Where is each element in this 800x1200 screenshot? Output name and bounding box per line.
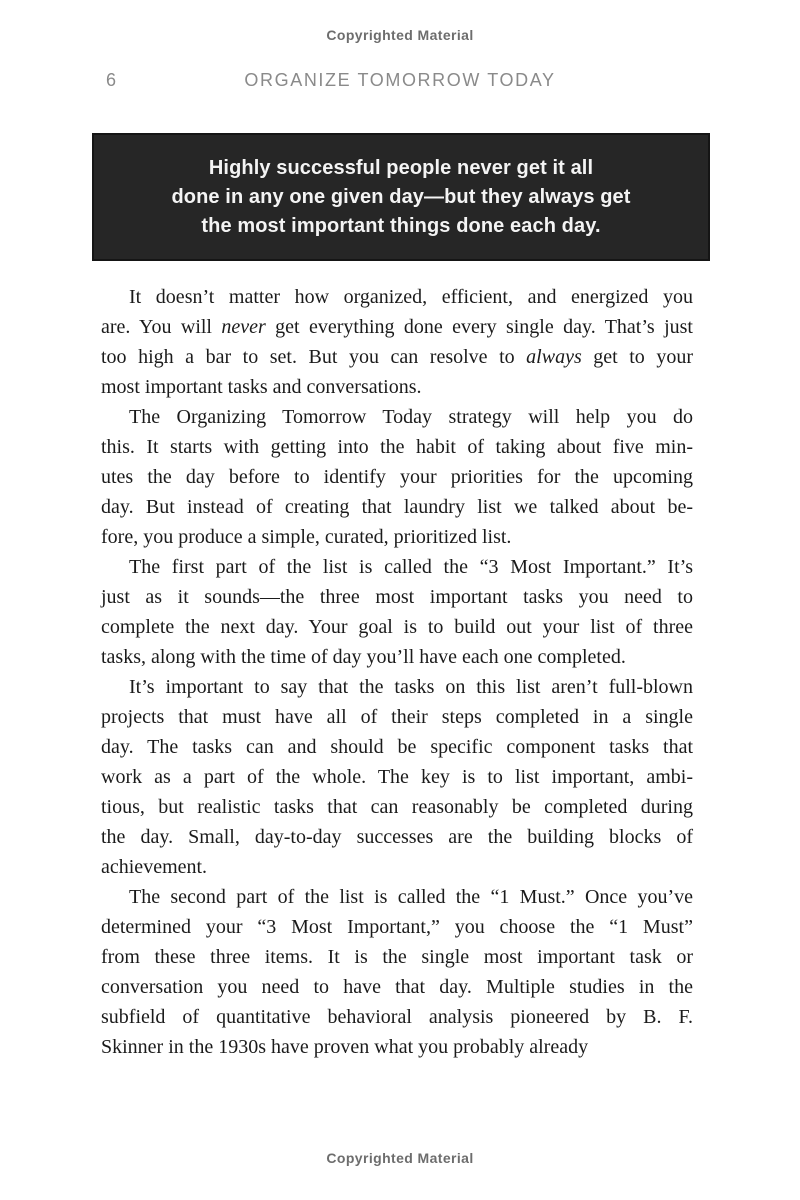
callout-box <box>92 133 710 261</box>
body-line: fore, you produce a simple, curated, prioritized list. <box>101 526 512 548</box>
body-line: The second part of the list is called the “1 Must.” Once you’ve <box>129 886 693 908</box>
callout-line: Highly successful people never get it all <box>208 156 594 179</box>
callout-text <box>94 154 708 241</box>
body-line: from these three items. It is the single most important task or <box>101 946 693 968</box>
body-line: subfield of quantitative behavioral analysis pioneered by B. F. <box>101 1006 693 1028</box>
body-line: Skinner in the 1930s have proven what you probably already <box>101 1036 589 1058</box>
callout-line: the most important things done each day. <box>201 214 601 237</box>
body-line: day. But instead of creating that laundry list we talked about be- <box>101 496 693 518</box>
body-paragraph <box>101 282 693 402</box>
running-title: ORGANIZE TOMORROW TODAY <box>244 70 556 90</box>
body-paragraph <box>101 552 693 672</box>
body-line: just as it sounds—the three most important tasks you need to <box>101 586 693 608</box>
body-line: projects that must have all of their steps completed in a single <box>101 706 693 728</box>
body-paragraph <box>101 672 693 882</box>
body-line: most important tasks and conversations. <box>101 376 422 398</box>
body-line: The Organizing Tomorrow Today strategy will help you do <box>129 406 693 428</box>
body-line: conversation you need to have that day. Multiple studies in the <box>101 976 693 998</box>
body-line: tasks, along with the time of day you’ll have each one completed. <box>101 646 626 668</box>
body-line: too high a bar to set. But you can resolve to always get to your <box>101 346 693 368</box>
body-line: are. You will never get everything done every single day. That’s just <box>101 316 693 338</box>
callout-line: done in any one given day—but they always get <box>171 185 631 208</box>
body-line: utes the day before to identify your priorities for the upcoming <box>101 466 693 488</box>
body-line: achievement. <box>101 856 208 878</box>
body-line: the day. Small, day-to-day successes are the building blocks of <box>101 826 693 848</box>
page-number: 6 <box>106 70 117 90</box>
body-line: It doesn’t matter how organized, efficient, and energized you <box>129 286 693 308</box>
body-line: tious, but realistic tasks that can reasonably be completed during <box>101 796 693 818</box>
body-line: this. It starts with getting into the habit of taking about five min- <box>101 436 693 458</box>
copyright-notice-bottom: Copyrighted Material <box>326 1150 474 1166</box>
body-line: complete the next day. Your goal is to build out your list of three <box>101 616 693 638</box>
body-text <box>101 282 693 1062</box>
body-line: work as a part of the whole. The key is to list important, ambi- <box>101 766 693 788</box>
body-line: day. The tasks can and should be specific component tasks that <box>101 736 693 758</box>
body-line: The first part of the list is called the “3 Most Important.” It’s <box>129 556 693 578</box>
body-line: It’s important to say that the tasks on this list aren’t full-blown <box>129 676 693 698</box>
copyright-notice-top: Copyrighted Material <box>326 27 474 43</box>
body-paragraph <box>101 882 693 1062</box>
body-paragraph <box>101 402 693 552</box>
body-line: determined your “3 Most Important,” you choose the “1 Must” <box>101 916 693 938</box>
